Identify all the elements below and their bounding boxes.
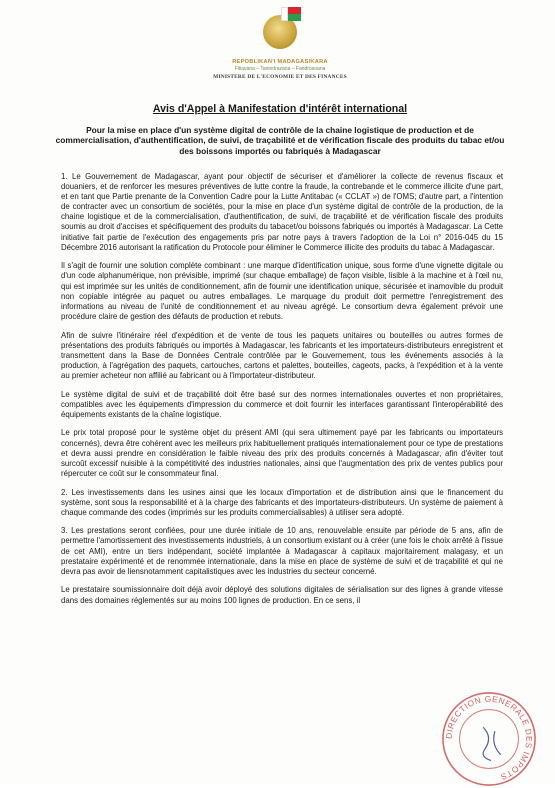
paragraph: Le prix total proposé pour le système objet du présent AMI (qui sera ultimement payé par les fabricants ou importateurs concernés), devra être cohérent avec les meilleurs prix habituellement pratiqués internationalement pour ce type de prestations et devra aussi prendre en considération le faible niveau des prix des produits concernés à Madagascar, afin d'éviter tout surcoût excessif nuisible à la compétitivité des industries nationales, ainsi que l'augmentation des prix de ventes publics pour répercuter ce coût sur le consommateur final. bbox=[61, 428, 503, 478]
national-motto: Fitiavana – Tanindrazana – Fandrosoana bbox=[234, 66, 326, 72]
official-stamp bbox=[440, 690, 538, 788]
paragraph: 2. Les investissements dans les usines ainsi que les locaux d'importation et de distribution ainsi que le financement du système, sont sous la responsabilité et à la charge des fabricants et des importateurs-distributeurs. Un système de paiement à chaque commande des codes (imprimés sur les produits commercialisables) à utiliser sera adopté. bbox=[61, 487, 503, 517]
republic-name: REPOBLIKAN'I MADAGASIKARA bbox=[232, 59, 328, 65]
madagascar-emblem-logo bbox=[259, 5, 301, 55]
paragraph: Afin de suivre l'itinéraire réel d'expédition et de vente de tous les paquets unitaires ou bouteilles ou autres formes de présentations des produits fabriqués ou importés à Madagascar, les fabricants et les importateurs-distributeurs enregistrent et transmettent dans la Base de Données Centrale contrôlée par le Gouvernement, tous les événements associés à la production, à l'agrégation des paquets, cartouches, cartons et palettes, bouteilles, cageots, packs, à l'expédition et à la vente au premier acheteur non affilié au fabricant ou à l'importateur-distributeur. bbox=[61, 330, 503, 380]
ministry-name: MINISTERE DE L'ECONOMIE ET DES FINANCES bbox=[213, 74, 347, 80]
paragraph: 1. Le Gouvernement de Madagascar, ayant pour objectif de sécuriser et d'améliorer la collecte de revenus fiscaux et douaniers, et de renforcer les mesures préventives de lutte contre la fraude, la contrebande et le commerce illicite d'une part, et en tant que Partie prenante de la Convention Cadre pour la Lutte Antitabac (« CCLAT ») de l'OMS; d'autre part, a l'intention de contracter avec un consortium de sociétés, pour la mise en place d'un système digital de contrôle de la production, de la chaine logistique et de la commercialisation, d'authentification, de suivi, de traçabilité et de vérification fiscale des produits soumis au droit d'accises et spécifiquement des produits du tabacet/ou boissons fabriqués ou importés à Madagascar. La Cette initiative fait partie de l'exécution des engagements pris par notre pays à travers l'adoption de la Loi n° 2016-045 du 15 Décembre 2016 autorisant la ratification du Protocole pour éliminer le Commerce illicite des produits du tabac à Madagascar. bbox=[61, 172, 503, 252]
document-title: Avis d'Appel à Manifestation d'intérêt international bbox=[152, 103, 408, 115]
document-subtitle: Pour la mise en place d'un système digital de contrôle de la chaine logistique de production et de commercialisation, d'authentification, de suivi, de traçabilité et de vérification fiscale des produits du tabac et/ou des boissons importés ou fabriqués à Madagascar bbox=[55, 125, 505, 156]
document-body bbox=[61, 172, 503, 606]
madagascar-flag-icon bbox=[281, 7, 301, 21]
signature-mark bbox=[483, 727, 501, 760]
paragraph: Le prestataire soumissionnaire doit déjà avoir déployé des solutions digitales de sérialisation sur des lignes à grande vitesse dans des domaines réglementés sur au moins 100 lignes de production. En ce sens, il bbox=[61, 585, 503, 605]
stamp-text: DIRECTION GENERALE DES IMPOTS bbox=[443, 693, 535, 783]
paragraph: Il s'agit de fournir une solution complète combinant : une marque d'identification unique, sous forme d'une vignette digitale ou d'un code alphanumérique, non prévisible, imprimé (sur chaque emballage) de façon visible, lisible à la machine et à l'œil nu, qui est imprimée sur les unités de conditionnement, afin de fournir une identification unique, sécurisée et inamovible du produit non copiable intégrée au paquet ou autres emballages. Le marquage du produit doit permettre l'enregistrement des informations au niveau de l'unité de conditionnement et au niveau agrégé. Le consortium devra également prévoir une procédure claire de gestion des défauts de production et rebuts. bbox=[61, 261, 503, 321]
paragraph: Le système digital de suivi et de traçabilité doit être basé sur des normes internationales ouvertes et non propriétaires, compatibles avec les équipements d'impression du commerce et doit fournir les interfaces garantissant l'interopérabilité des équipements existants de la chaîne logistique. bbox=[61, 389, 503, 419]
paragraph: 3. Les prestations seront confiées, pour une durée initiale de 10 ans, renouvelable ensuite par période de 5 ans, afin de permettre l'amortissement des investissements industriels, à un consortium existant ou à créer (une fois le choix arrêté à l'issue de cet AMI), entre un tiers indépendant, société implantée à Madagascar à capitaux majoritairement malagasy, et un prestataire expérimenté et de renommée internationale, dans la mise en place de système de suivi et de traçabilité et qui ne devra pas avoir de liensnotamment capitalistiques avec les industries du secteur concerné. bbox=[61, 526, 503, 576]
